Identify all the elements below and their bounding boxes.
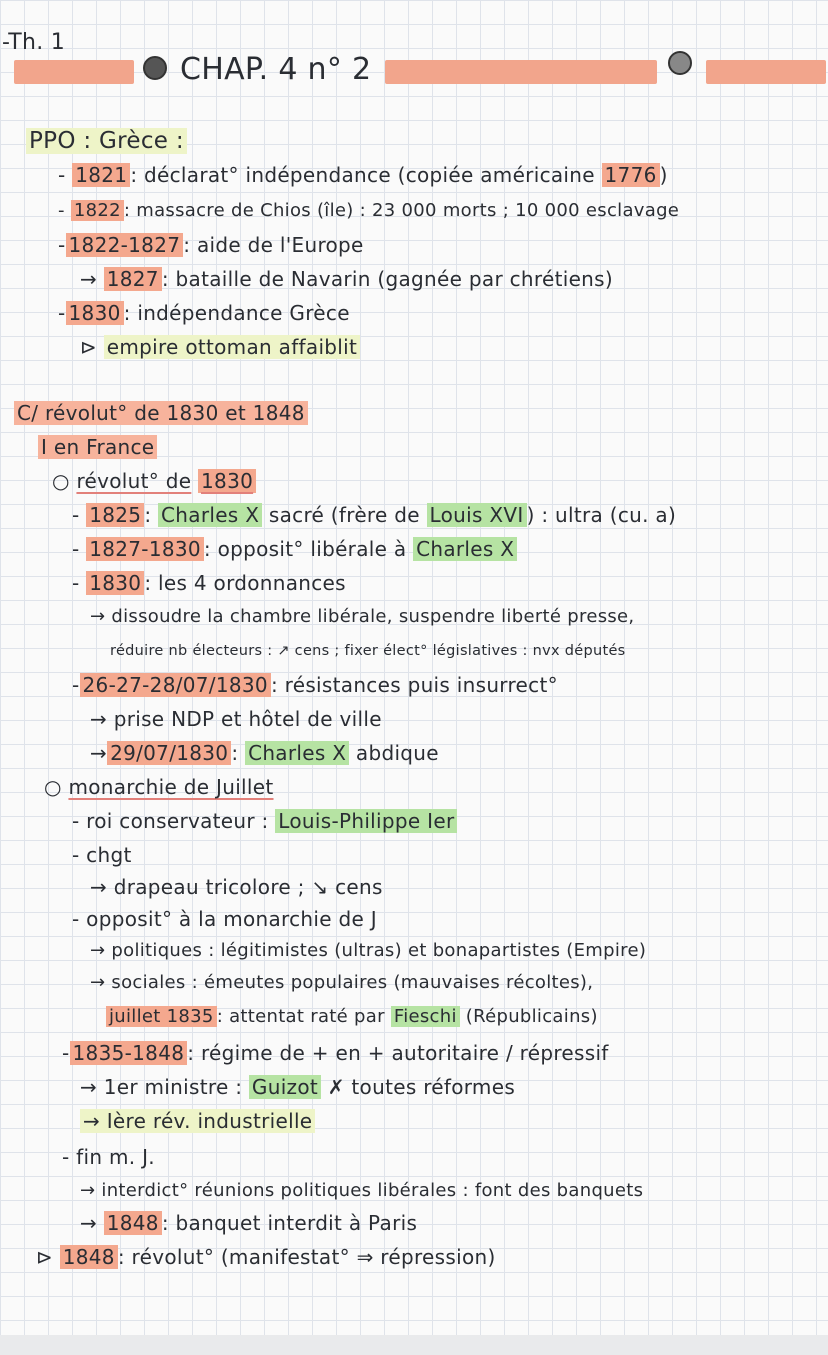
line-1835-1848: - 1835-1848 : régime de + en + autoritaire / répressif	[62, 1041, 609, 1065]
page-bottom-edge	[0, 1335, 828, 1355]
ppo-line-1822-1827: - 1822-1827 : aide de l'Europe	[58, 233, 364, 257]
line-1830-ordonnances: - 1830 : les 4 ordonnances	[72, 571, 346, 595]
header-band-middle	[385, 60, 657, 84]
ppo-line-1821: - 1821 : déclarat° indépendance (copiée américaine 1776 )	[58, 163, 668, 187]
ppo-line-conclusion: ⊳ empire ottoman affaiblit	[80, 332, 360, 362]
line-banquet-1848: → 1848 : banquet interdit à Paris	[80, 1211, 418, 1235]
line-fin-monarchie: - fin m. J.	[62, 1145, 155, 1169]
line-revolution-industrielle: → Ière rév. industrielle	[80, 1106, 315, 1136]
line-1825: - 1825 : Charles X sacré (frère de Louis XVI ) : ultra (cu. a)	[72, 503, 677, 527]
line-changement: - chgt	[72, 843, 132, 867]
monarchie-juillet-heading: ○ monarchie de Juillet	[44, 775, 274, 799]
line-abdication: → 29/07/1830 : Charles X abdique	[90, 741, 439, 765]
hole-punch-icon	[143, 56, 167, 80]
line-juillet-1835: juillet 1835 : attentat raté par Fieschi (Républicains)	[106, 1002, 598, 1032]
line-sociales: → sociales : émeutes populaires (mauvaises récoltes),	[90, 972, 594, 993]
line-drapeau: → drapeau tricolore ; ↘ cens	[90, 875, 383, 899]
line-1827-1830: - 1827-1830 : opposit° libérale à Charles X	[72, 534, 517, 564]
section-i-title: I en France	[38, 432, 157, 462]
line-guizot: → 1er ministre : Guizot ✗ toutes réformes	[80, 1075, 516, 1099]
ppo-line-1827: → 1827 : bataille de Navarin (gagnée par chrétiens)	[80, 267, 613, 291]
theme-label: -Th. 1	[2, 30, 66, 55]
ppo-line-1830: - 1830 : indépendance Grèce	[58, 301, 350, 325]
line-opposition: - opposit° à la monarchie de J	[72, 907, 377, 931]
line-ordonnances-detail-2: réduire nb électeurs : ↗ cens ; fixer élect° législatives : nvx députés	[110, 643, 626, 659]
ppo-title: PPO : Grèce :	[26, 126, 187, 156]
ppo-line-1822: - 1822 : massacre de Chios (île) : 23 000 morts ; 10 000 esclavage	[58, 200, 680, 221]
chapter-title: CHAP. 4 n° 2	[180, 52, 372, 87]
line-roi-conservateur: - roi conservateur : Louis-Philippe Ier	[72, 806, 457, 836]
line-revolution-1848: ⊳ 1848 : révolut° (manifestat° ⇒ répression)	[36, 1245, 496, 1269]
line-prise-ndp: → prise NDP et hôtel de ville	[90, 707, 382, 731]
line-politiques: → politiques : légitimistes (ultras) et bonapartistes (Empire)	[90, 940, 647, 961]
section-c-title: C/ révolut° de 1830 et 1848	[14, 398, 308, 428]
revolution-1830-heading: ○ révolut° de 1830	[52, 466, 256, 496]
line-trois-glorieuses: - 26-27-28/07/1830 : résistances puis insurrect°	[72, 673, 558, 697]
line-ordonnances-detail-1: → dissoudre la chambre libérale, suspendre liberté presse,	[90, 606, 635, 627]
hole-punch-icon	[668, 51, 692, 75]
header-band-right	[706, 60, 826, 84]
header-band-left	[14, 60, 134, 84]
line-interdiction: → interdict° réunions politiques libérales : font des banquets	[80, 1180, 644, 1201]
